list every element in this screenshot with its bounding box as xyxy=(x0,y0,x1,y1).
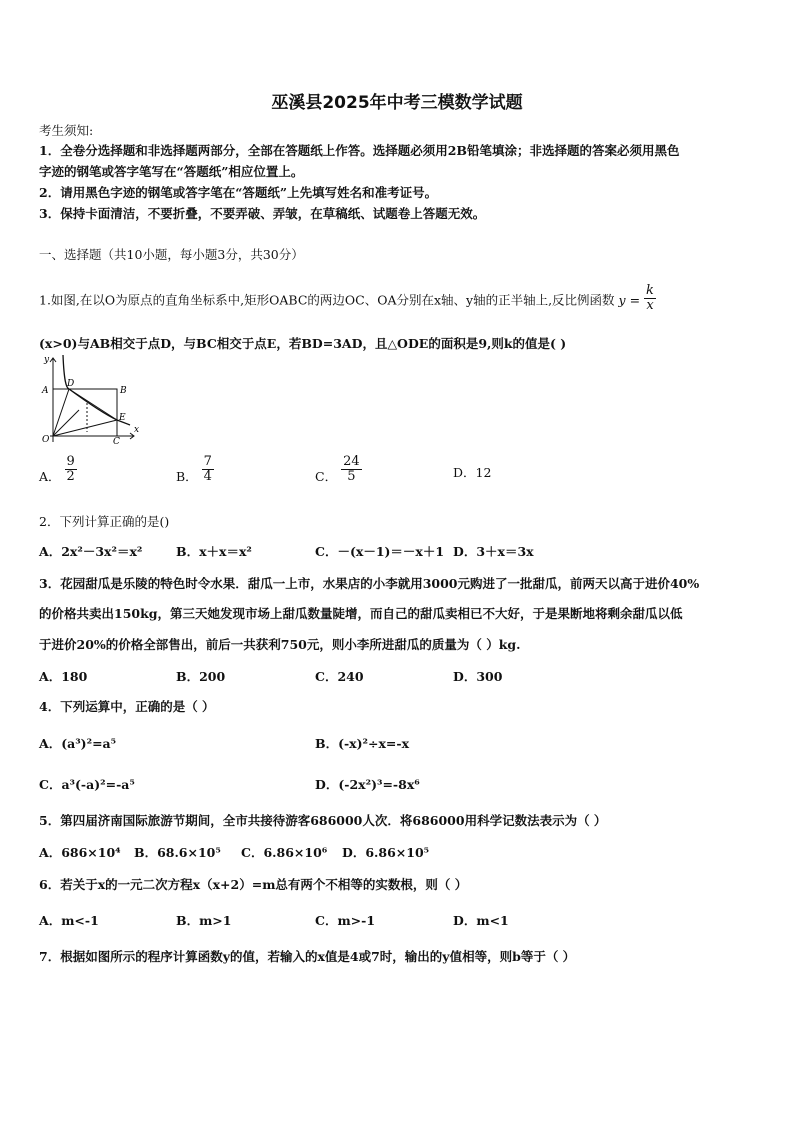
q4-option-b: B．(-x)²÷x=-x xyxy=(315,736,410,751)
q1-figure xyxy=(34,350,144,446)
q1-func-fraction xyxy=(644,284,656,312)
q1-option-a-fraction: $\frac{9}{2}$ xyxy=(66,454,75,484)
section-heading: 一、选择题（共10小题，每小题3分，共30分） xyxy=(39,247,304,262)
segment-od xyxy=(53,389,69,436)
notice-item-3: 3．保持卡面清洁，不要折叠，不要弄破、弄皱，在草稿纸、试题卷上答题无效。 xyxy=(39,206,486,221)
q1-option-a: A． $\frac{9}{2}$ xyxy=(39,454,75,484)
label-a: A xyxy=(42,386,49,396)
q6-option-c: C．m>-1 xyxy=(315,913,376,928)
q1-option-c: C． $\frac{24}{5}$ xyxy=(315,454,360,484)
q1-option-b: B． $\frac{7}{4}$ xyxy=(176,454,212,484)
label-x: x xyxy=(134,425,140,435)
q3-option-c: C．240 xyxy=(315,669,364,684)
notice-heading: 考生须知: xyxy=(39,123,94,138)
q1-option-c-fraction: $\frac{24}{5}$ xyxy=(343,454,360,484)
notice-item-1: 1．全卷分选择题和非选择题两部分，全部在答题纸上作答。选择题必须用2B铅笔填涂；非选择题的答案必须用黑色 xyxy=(39,143,680,158)
q7-stem: 7．根据如图所示的程序计算函数y的值，若输入的x值是4或7时，输出的y值相等，则b等于（ ） xyxy=(39,949,576,964)
q3-line1: 3．花园甜瓜是乐陵的特色时令水果．甜瓜一上市，水果店的小李就用3000元购进了一批甜瓜，前两天以高于进价40% xyxy=(39,576,700,591)
q1-line2: (x>0)与AB相交于点D，与BC相交于点E，若BD=3AD，且△ODE的面积是9,则k的值是( ) xyxy=(39,336,567,351)
q5-option-c: C．6.86×10⁶ xyxy=(241,845,328,860)
q2-option-b: B．x＋x＝x² xyxy=(176,544,252,559)
q3-option-b: B．200 xyxy=(176,669,226,684)
label-b: B xyxy=(120,386,127,396)
label-d: D xyxy=(67,379,75,389)
q3-option-a: A．180 xyxy=(39,669,88,684)
q2-option-d: D．3＋x＝3x xyxy=(453,544,534,559)
q5-option-d: D．6.86×10⁵ xyxy=(342,845,430,860)
q5-stem: 5．第四届济南国际旅游节期间，全市共接待游客686000人次．将686000用科学记数法表示为（ ） xyxy=(39,813,607,828)
q1-line1 xyxy=(39,283,656,315)
q2-option-c: C．－(x－1)＝－x＋1 xyxy=(315,544,445,559)
label-c: C xyxy=(113,437,120,446)
q6-option-d: D．m<1 xyxy=(453,913,509,928)
notice-item-2: 2．请用黑色字迹的钢笔或答字笔在“答题纸”上先填写姓名和准考证号。 xyxy=(39,185,438,200)
segment-de xyxy=(69,389,117,420)
q6-option-b: B．m>1 xyxy=(176,913,232,928)
q3-option-d: D．300 xyxy=(453,669,503,684)
q4-option-d: D．(-2x²)³=-8x⁶ xyxy=(315,777,420,792)
q1-option-d: D．12 xyxy=(453,465,492,480)
q2-stem: 2．下列计算正确的是() xyxy=(39,514,170,529)
q1-text: 1.如图,在以O为原点的直角坐标系中,矩形OABC的两边OC、OA分别在x轴、y轴的正半轴上,反比例函数 xyxy=(39,292,615,308)
q1-func-y: y = xyxy=(618,292,641,308)
q4-option-a: A．(a³)²=a⁵ xyxy=(39,736,117,751)
label-o: O xyxy=(42,435,50,445)
label-e: E xyxy=(119,413,126,423)
rectangle-oabc xyxy=(53,389,117,436)
q1-func-num: k xyxy=(646,283,654,298)
q3-line3: 于进价20%的价格全部售出，前后一共获利750元，则小李所进甜瓜的质量为（ ）kg. xyxy=(39,637,521,652)
q2-option-a: A．2x²－3x²＝x² xyxy=(39,544,143,559)
page-title: 巫溪县2025年中考三模数学试题 xyxy=(271,93,523,113)
notice-item-1-cont: 字迹的钢笔或答字笔写在“答题纸”相应位置上。 xyxy=(39,164,304,179)
q6-stem: 6．若关于x的一元二次方程x（x+2）=m总有两个不相等的实数根，则（ ） xyxy=(39,877,468,892)
q1-func-den: x xyxy=(646,297,654,313)
q6-option-a: A．m<-1 xyxy=(39,913,99,928)
q1-option-b-fraction: $\frac{7}{4}$ xyxy=(203,454,212,484)
q4-option-c: C．a³(-a)²=-a⁵ xyxy=(39,777,135,792)
q4-stem: 4．下列运算中，正确的是（ ） xyxy=(39,699,215,714)
q3-line2: 的价格共卖出150kg，第三天她发现市场上甜瓜数量陡增，而自己的甜瓜卖相已不大好，于是果断地将剩余甜瓜以低 xyxy=(39,606,683,621)
q5-option-b: B．68.6×10⁵ xyxy=(134,845,221,860)
segment-oe xyxy=(53,420,117,436)
label-y: y xyxy=(44,355,50,365)
q5-option-a: A．686×10⁴ xyxy=(39,845,121,860)
